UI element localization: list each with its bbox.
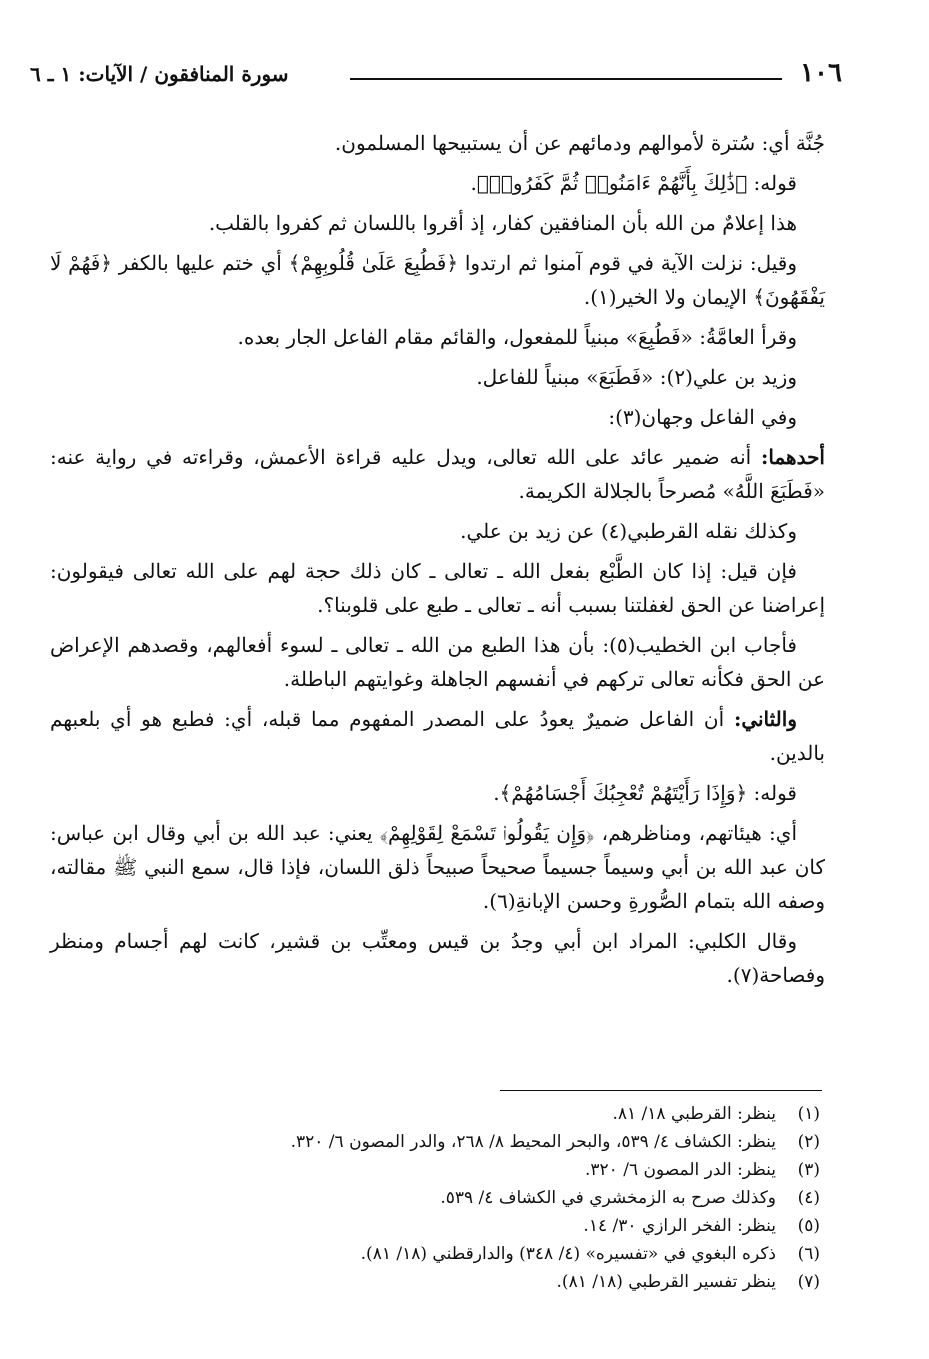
- page-number: ١٠٦: [800, 58, 842, 88]
- footnote-text: ينظر: الكشاف ٤/ ٥٣٩، والبحر المحيط ٨/ ٢٦٨، والدر المصون ٦/ ٣٢٠.: [290, 1132, 776, 1152]
- footnote-number: (٤): [797, 1188, 820, 1208]
- footnote-text: وكذلك صرح به الزمخشري في الكشاف ٤/ ٥٣٩.: [440, 1188, 776, 1208]
- paragraph: [50, 320, 825, 354]
- paragraph-lead: أحدهما:: [760, 445, 825, 469]
- paragraph-text: وقيل: نزلت الآية في قوم آمنوا ثم ارتدوا ﴿فَطُبِعَ عَلَىٰ قُلُوبِهِمْ﴾ أي ختم عليها بالكفر ﴿فَهُمْ لَا يَفْقَهُونَ﴾ الإيمان ولا الخير(١).: [50, 251, 825, 309]
- paragraph-text: وزيد بن علي(٢): «فَطَبَعَ» مبنياً للفاعل.: [476, 365, 797, 389]
- footnote: [40, 1128, 820, 1156]
- paragraph: [50, 816, 825, 918]
- paragraph: [50, 554, 825, 622]
- footnotes: [40, 1100, 820, 1296]
- footnote-number: (١): [797, 1104, 820, 1124]
- paragraph: [50, 702, 825, 770]
- paragraph-text: وفي الفاعل وجهان(٣):: [608, 405, 797, 429]
- footnote-text: ينظر: الفخر الرازي ٣٠/ ١٤.: [583, 1216, 776, 1236]
- footnote-number: (٦): [797, 1244, 820, 1264]
- paragraph-text: هذا إعلامٌ من الله بأن المنافقين كفار، إذ أقروا باللسان ثم كفروا بالقلب.: [208, 211, 797, 235]
- footnote-separator: [500, 1090, 822, 1091]
- paragraph: [50, 126, 825, 160]
- footnote: [40, 1240, 820, 1268]
- paragraph: [50, 514, 825, 548]
- main-text: [50, 126, 825, 998]
- footnote-number: (٥): [797, 1216, 820, 1236]
- paragraph: [50, 166, 825, 200]
- paragraph: [50, 628, 825, 696]
- paragraph: [50, 360, 825, 394]
- paragraph: [50, 400, 825, 434]
- footnote: [40, 1212, 820, 1240]
- running-title: سورة المنافقون / الآيات: ١ ـ ٦: [30, 62, 289, 86]
- paragraph: [50, 776, 825, 810]
- paragraph-text: وقال الكلبي: المراد ابن أبي وجدُ بن قيس ومعتِّب بن قشير، كانت لهم أجسام ومنظر وفصاحة(٧).: [50, 929, 825, 987]
- paragraph-text: أنه ضمير عائد على الله تعالى، ويدل عليه قراءة الأعمش، وقراءته في رواية عنه: «فَطَبَعَ اللَّهُ» مُصرحاً بالجلالة الكريمة.: [50, 445, 825, 503]
- footnote-number: (٣): [797, 1160, 820, 1180]
- footnote: [40, 1156, 820, 1184]
- footnote-text: ينظر تفسير القرطبي (١٨/ ٨١).: [556, 1272, 776, 1292]
- paragraph-text: وقرأ العامَّةُ: «فَطُبِعَ» مبنياً للمفعول، والقائم مقام الفاعل الجار بعده.: [237, 325, 797, 349]
- footnote-number: (٢): [797, 1132, 820, 1152]
- paragraph: [50, 440, 825, 508]
- paragraph-text: أن الفاعل ضميرٌ يعودُ على المصدر المفهوم مما قبله، أي: فطبع هو أي بلعبهم بالدين.: [50, 707, 825, 765]
- header-rule: [350, 78, 782, 80]
- paragraph: [50, 206, 825, 240]
- paragraph-text: جُنَّة أي: سُترة لأموالهم ودمائهم عن أن يستبيحها المسلمون.: [334, 131, 825, 155]
- paragraph: [50, 246, 825, 314]
- paragraph-text: أي: هيئاتهم، ومناظرهم، ﴿وَإِن يَقُولُوا۟ تَسْمَعْ لِقَوْلِهِمْ﴾ يعني: عبد الله بن أبي وقال ابن عباس: كان عبد الله بن أبي وسيماً جسيماً صحيحاً صبيحاً ذلق اللسان، فإذا قال، سمع النبي ﷺ مقالته، وصفه الله بتمام الصُّورةِ وحسن الإبانةِ(٦).: [50, 821, 825, 913]
- footnote: [40, 1100, 820, 1128]
- footnote: [40, 1184, 820, 1212]
- paragraph-text: فأجاب ابن الخطيب(٥): بأن هذا الطبع من الله ـ تعالى ـ لسوء أفعالهم، وقصدهم الإعراض عن الحق فكأنه تعالى تركهم في أنفسهم الجاهلة وغوايتهم الباطلة.: [50, 633, 825, 691]
- footnote-number: (٧): [797, 1272, 820, 1292]
- paragraph-lead: والثاني:: [733, 707, 797, 731]
- paragraph-text: فإن قيل: إذا كان الطَّبْع بفعل الله ـ تعالى ـ كان ذلك حجة لهم على الله تعالى فيقولون: إعراضنا عن الحق لغفلتنا بسبب أنه ـ تعالى ـ طبع على قلوبنا؟.: [50, 559, 825, 617]
- page-header: [30, 56, 842, 96]
- footnote-text: ينظر: الدر المصون ٦/ ٣٢٠.: [585, 1160, 776, 1180]
- footnote-text: ذكره البغوي في «تفسيره» (٤/ ٣٤٨) والدارقطني (١٨/ ٨١).: [360, 1244, 776, 1264]
- footnote: [40, 1268, 820, 1296]
- paragraph: [50, 924, 825, 992]
- paragraph-text: قوله: ﴿ذَٰلِكَ بِأَنَّهُمْ ءَامَنُوا۟ ثُمَّ كَفَرُوا۟﴾.: [470, 171, 797, 195]
- footnote-text: ينظر: القرطبي ١٨/ ٨١.: [612, 1104, 776, 1124]
- paragraph-text: وكذلك نقله القرطبي(٤) عن زيد بن علي.: [460, 519, 797, 543]
- paragraph-text: قوله: ﴿وَإِذَا رَأَيْتَهُمْ تُعْجِبُكَ أَجْسَامُهُمْ﴾.: [493, 781, 797, 805]
